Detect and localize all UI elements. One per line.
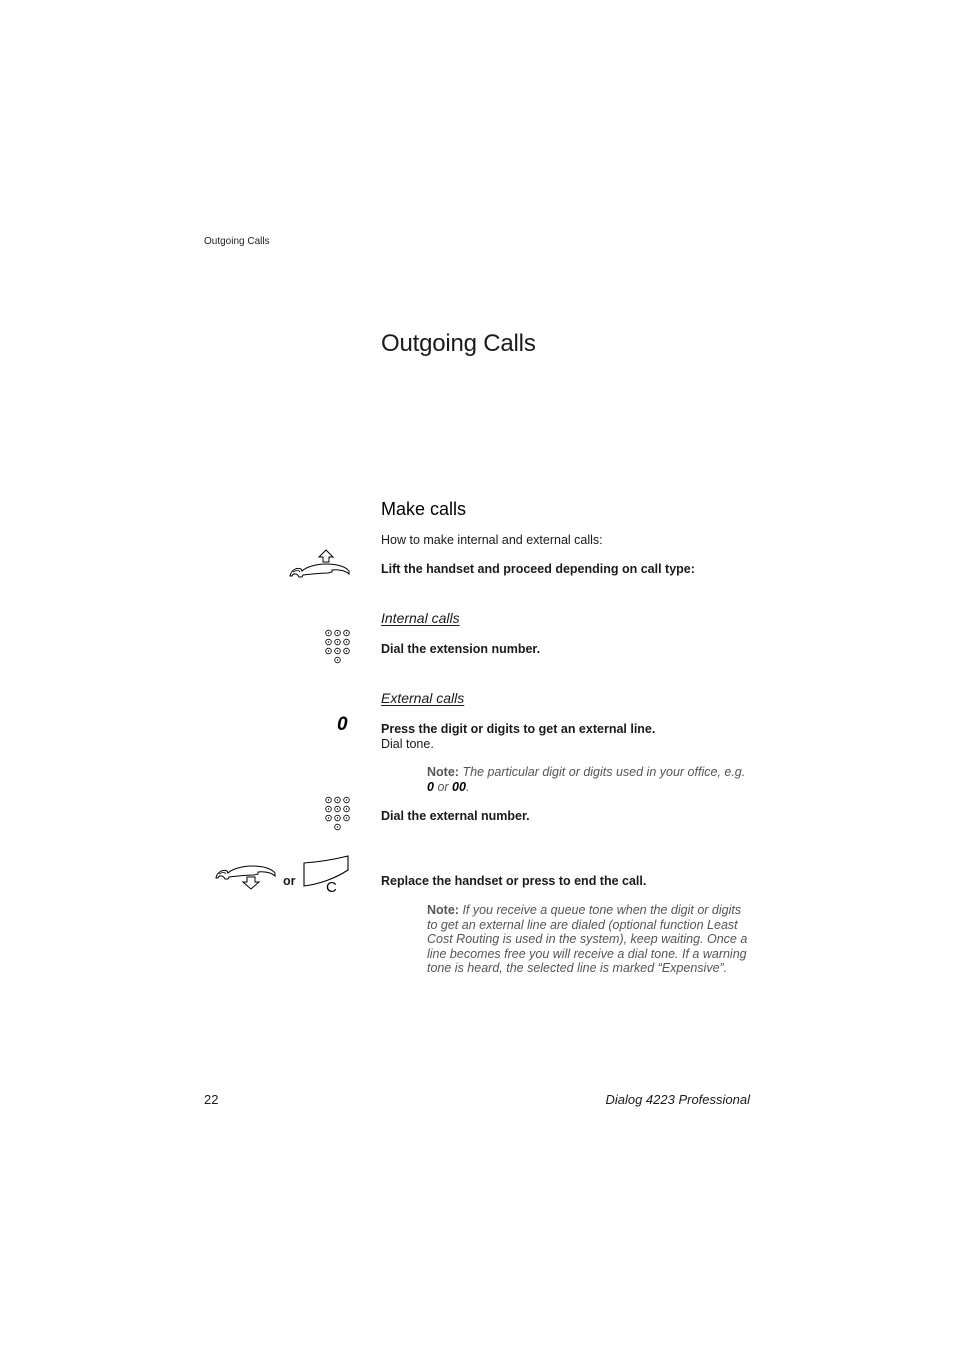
page-number: 22 — [204, 1092, 219, 1107]
note-text: If you receive a queue tone when the digit or digits to get an external line are dialed (optional function Least Cost Routing is used in the system), keep waiting. Once a line becomes free you will receive a dial tone. If a warning tone is heard, the selected line is marked “Expensive”. — [427, 903, 748, 975]
note-label: Note: — [427, 765, 459, 779]
running-header: Outgoing Calls — [204, 236, 270, 247]
digit-zero-key: 0 — [337, 714, 348, 735]
note-digit-a: 0 — [427, 779, 434, 794]
note-end: . — [465, 779, 470, 794]
chapter-title: Outgoing Calls — [381, 330, 536, 357]
lift-instruction: Lift the handset and proceed depending on call type: — [381, 562, 695, 576]
product-name: Dialog 4223 Professional — [605, 1092, 750, 1107]
keypad-icon — [325, 796, 351, 832]
handset-replace-icon — [214, 864, 278, 892]
note-text: The particular digit or digits used in your office, e.g. — [462, 765, 746, 779]
external-note — [427, 765, 752, 794]
internal-instruction: Dial the extension number. — [381, 642, 541, 656]
note-label: Note: — [427, 903, 459, 917]
internal-calls-heading: Internal calls — [381, 610, 460, 626]
or-label: or — [283, 874, 296, 888]
keypad-icon — [325, 629, 351, 665]
section-title: Make calls — [381, 499, 467, 519]
section-intro: How to make internal and external calls: — [381, 533, 603, 547]
clear-key-label: C — [326, 879, 337, 896]
note-digit-b: 00 — [452, 779, 466, 794]
queue-tone-note — [427, 903, 752, 976]
external-instruction: Press the digit or digits to get an external line. — [381, 722, 656, 736]
end-call-instruction: Replace the handset or press to end the call. — [381, 874, 647, 888]
external-calls-heading: External calls — [381, 690, 465, 706]
external-dial-instruction: Dial the external number. — [381, 809, 530, 823]
handset-lift-icon — [288, 548, 352, 580]
note-or: or — [437, 779, 449, 794]
dial-tone-text: Dial tone. — [381, 737, 434, 751]
